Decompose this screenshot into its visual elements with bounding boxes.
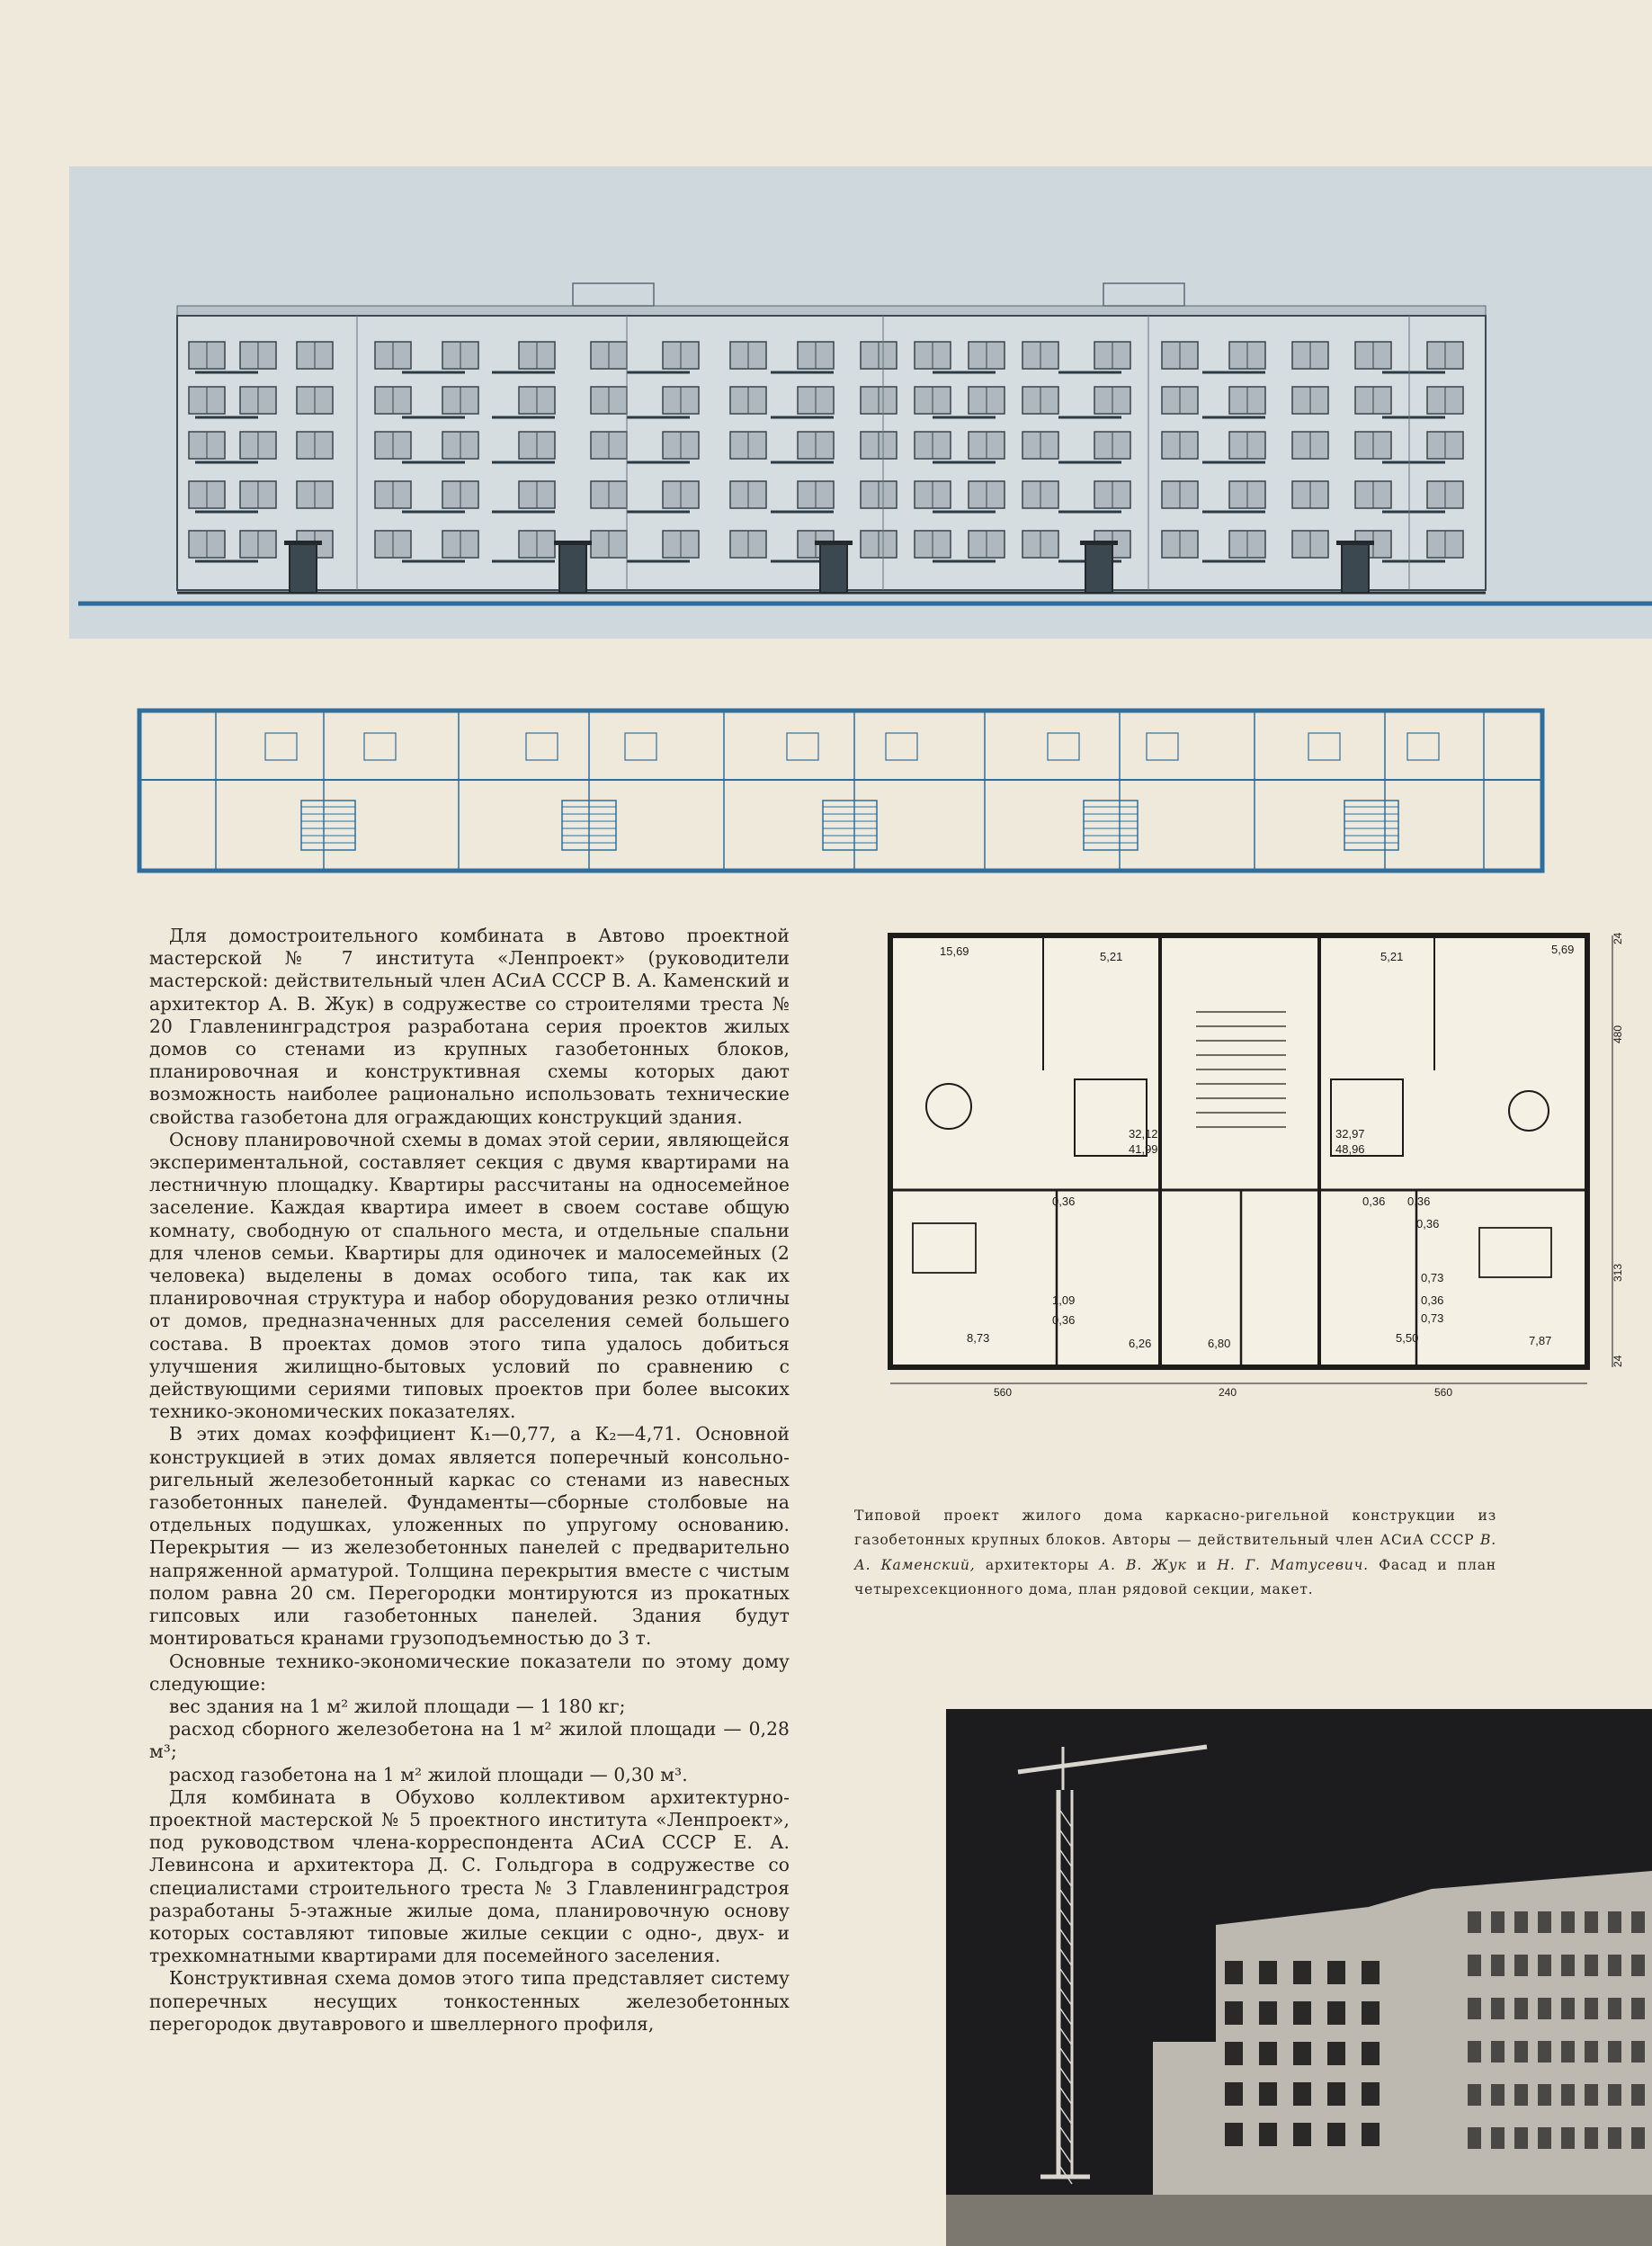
model-window xyxy=(1561,1998,1575,2019)
area-label: 1,09 xyxy=(1052,1293,1076,1307)
frame-opening xyxy=(1327,1961,1345,1984)
area-label: 6,26 xyxy=(1129,1337,1152,1350)
model-window xyxy=(1468,1955,1481,1976)
model-window xyxy=(1538,2084,1551,2106)
area-label: 5,21 xyxy=(1380,950,1404,963)
entrance-canopy xyxy=(284,541,322,545)
model-window xyxy=(1468,1911,1481,1933)
area-label: 7,87 xyxy=(1529,1334,1552,1347)
frame-opening xyxy=(1225,1961,1243,1984)
frame-opening xyxy=(1225,2123,1243,2146)
model-window xyxy=(1514,1955,1528,1976)
facade-elevation xyxy=(69,166,1652,639)
dimension-label: 480 xyxy=(1612,1025,1624,1043)
model-window xyxy=(1631,1955,1645,1976)
model-window xyxy=(1514,1911,1528,1933)
model-window xyxy=(1468,2127,1481,2149)
area-label: 0,73 xyxy=(1421,1271,1444,1284)
dimension-label: 24 xyxy=(1612,1355,1624,1367)
plan-room xyxy=(787,733,818,760)
frame-opening xyxy=(1259,1961,1277,1984)
frame-opening xyxy=(1225,2082,1243,2106)
model-window xyxy=(1631,2127,1645,2149)
frame-opening xyxy=(1327,2001,1345,2025)
frame-opening xyxy=(1362,1961,1380,1984)
model-window xyxy=(1514,1998,1528,2019)
frame-opening xyxy=(1327,2123,1345,2146)
area-label: 0,73 xyxy=(1421,1311,1444,1325)
frame-opening xyxy=(1225,2001,1243,2025)
model-window xyxy=(1468,2041,1481,2063)
paragraph-3: В этих домах коэффициент К₁—0,77, а К₂—4,71. Основной конструкцией в этих домах является поперечный консольно-ригельный железобетонный каркас со стенами из навесных газобетонных панелей. Фундаменты—сборные столбовые на отдельных подушках, уложенных по упругому основанию. Перекрытия — из железобетонных панелей с предварительно напряженной арматурой. Толщина перекрытия вместе с чистым полом равна 20 см. Перегородки монтируются из прокатных гипсовых или газобетонных панелей. Здания будут монтироваться кранами грузоподъемностью до 3 т. xyxy=(149,1423,790,1650)
roof-vent-left xyxy=(573,283,654,306)
model-window xyxy=(1538,1955,1551,1976)
model-window xyxy=(1538,1998,1551,2019)
caption-author-2: А. В. Жук xyxy=(1099,1556,1187,1573)
model-window xyxy=(1561,2084,1575,2106)
model-window xyxy=(1561,2127,1575,2149)
entrance-door xyxy=(1342,544,1369,593)
roof-vent-right xyxy=(1103,283,1184,306)
model-window xyxy=(1538,2127,1551,2149)
dimension-label: 24 xyxy=(1612,932,1624,944)
plan-room xyxy=(1308,733,1340,760)
model-window xyxy=(1585,1955,1598,1976)
frame-opening xyxy=(1327,2042,1345,2065)
caption-author-1: В. А. Каменский, xyxy=(854,1532,1496,1573)
section-floor-plan xyxy=(859,926,1652,1403)
entrance-door xyxy=(290,544,317,593)
figure-caption xyxy=(854,1504,1496,1603)
plan-outline xyxy=(139,711,1542,871)
model-window xyxy=(1608,1998,1621,2019)
frame-opening xyxy=(1362,2123,1380,2146)
area-label: 0,36 xyxy=(1407,1195,1431,1208)
model-window xyxy=(1608,2041,1621,2063)
model-window xyxy=(1468,1998,1481,2019)
model-window xyxy=(1631,2041,1645,2063)
model-window xyxy=(1631,1998,1645,2019)
area-label: 0,36 xyxy=(1421,1293,1444,1307)
paragraph-5: Для комбината в Обухово коллективом архитектурно-проектной мастерской № 5 проектного института «Ленпроект», под руководством члена-корреспондента АСиА СССР Е. А. Левинсона и архитектора Д. С. Гольдгора в содружестве со специалистами строительного треста № 3 Главленинградстроя разработаны 5-этажные жилые дома, планировочную основу которых составляют типовые жилые секции с одно-, двух- и трехкомнатными квартирами для посемейного заселения. xyxy=(149,1785,790,1967)
paragraph-1: Для домостроительного комбината в Автово проектной мастерской № 7 института «Ленпроект» (руководители мастерской: действительный член АСиА СССР В. А. Каменский и архитектор А. В. Жук) в содружестве со строителями треста № 20 Главленинградстроя разработана серия проектов жилых домов со стенами из крупных газобетонных блоков, планировочная и конструктивная схемы которых дают возможность наиболее рационально использовать технические свойства газобетона для ограждающих конструкций здания. xyxy=(149,925,790,1128)
entrance-canopy xyxy=(1336,541,1374,545)
dimension-label: 560 xyxy=(994,1386,1013,1399)
model-window xyxy=(1514,2127,1528,2149)
dimension-label: 560 xyxy=(1434,1386,1453,1399)
area-label: 0,36 xyxy=(1362,1195,1386,1208)
model-window xyxy=(1631,1911,1645,1933)
plan-room xyxy=(625,733,656,760)
area-label: 8,73 xyxy=(967,1331,990,1345)
model-window xyxy=(1561,1911,1575,1933)
area-label: 5,69 xyxy=(1551,943,1575,956)
indicator-concrete: расход сборного железобетона на 1 м² жилой площади — 0,28 м³; xyxy=(149,1718,790,1763)
frame-opening xyxy=(1259,2082,1277,2106)
model-base xyxy=(946,2195,1652,2246)
model-window xyxy=(1585,2041,1598,2063)
frame-opening xyxy=(1259,2001,1277,2025)
model-window xyxy=(1491,1998,1505,2019)
roof-parapet xyxy=(177,306,1486,316)
model-window xyxy=(1538,2041,1551,2063)
model-window xyxy=(1608,2084,1621,2106)
section-plan-drawing xyxy=(859,926,1652,1403)
area-label: 15,69 xyxy=(940,944,969,958)
frame-opening xyxy=(1327,2082,1345,2106)
entrance-canopy xyxy=(815,541,853,545)
entrance-door xyxy=(559,544,586,593)
frame-opening xyxy=(1293,2042,1311,2065)
building-plan-schematic xyxy=(135,706,1556,877)
paragraph-4: Основные технико-экономические показатели по этому дому следующие: xyxy=(149,1650,790,1695)
model-window xyxy=(1491,2084,1505,2106)
entrance-door xyxy=(1085,544,1112,593)
model-window xyxy=(1561,2041,1575,2063)
article-text xyxy=(149,925,790,2036)
model-window xyxy=(1561,1955,1575,1976)
frame-opening xyxy=(1225,2042,1243,2065)
facade-drawing xyxy=(69,166,1652,639)
plan-room xyxy=(526,733,558,760)
plan-room xyxy=(364,733,396,760)
model-window xyxy=(1491,1911,1505,1933)
model-window xyxy=(1538,1911,1551,1933)
dimension-label: 240 xyxy=(1219,1386,1237,1399)
plan-room xyxy=(265,733,297,760)
frame-opening xyxy=(1259,2042,1277,2065)
caption-part-2: архитекторы xyxy=(975,1556,1100,1573)
frame-opening xyxy=(1293,2123,1311,2146)
area-label: 32,97 xyxy=(1335,1127,1365,1141)
indicator-gas-concrete: расход газобетона на 1 м² жилой площади — 0,30 м³. xyxy=(169,1763,688,1785)
entrance-door xyxy=(820,544,847,593)
model-window xyxy=(1491,1955,1505,1976)
model-window xyxy=(1608,2127,1621,2149)
frame-opening xyxy=(1362,2042,1380,2065)
model-window xyxy=(1585,2084,1598,2106)
area-label: 5,50 xyxy=(1396,1331,1419,1345)
frame-opening xyxy=(1293,1961,1311,1984)
entrance-canopy xyxy=(1080,541,1118,545)
model-photo xyxy=(946,1709,1652,2246)
model-window xyxy=(1491,2041,1505,2063)
area-label: 0,36 xyxy=(1052,1195,1076,1208)
caption-part-3: и xyxy=(1186,1556,1218,1573)
building-plan-drawing xyxy=(135,706,1556,877)
area-label: 0,36 xyxy=(1052,1313,1076,1327)
area-label: 0,36 xyxy=(1416,1217,1440,1230)
frame-opening xyxy=(1293,2082,1311,2106)
model-window xyxy=(1585,2127,1598,2149)
plan-room xyxy=(886,733,917,760)
model-window xyxy=(1608,1911,1621,1933)
area-label: 32,12 xyxy=(1129,1127,1158,1141)
model-window xyxy=(1608,1955,1621,1976)
model-illustration xyxy=(946,1709,1652,2246)
model-window xyxy=(1585,1998,1598,2019)
frame-opening xyxy=(1293,2001,1311,2025)
area-label: 5,21 xyxy=(1100,950,1123,963)
area-label: 6,80 xyxy=(1208,1337,1231,1350)
frame-opening xyxy=(1362,2082,1380,2106)
dimension-label: 313 xyxy=(1612,1263,1624,1282)
model-window xyxy=(1585,1911,1598,1933)
frame-opening xyxy=(1259,2123,1277,2146)
paragraph-2: Основу планировочной схемы в домах этой серии, являющейся экспериментальной, составляет секция с двумя квартирами на лестничную площадку. Квартиры рассчитаны на односемейное заселение. Каждая квартира имеет в своем составе общую комнату, свободную от спального места, и отдельные спальни для членов семьи. Квартиры для одиночек и малосемейных (2 человека) выделены в домах особого типа, так как их планировочная структура и набор оборудования резко отличны от домов, предназначенных для расселения семей большего состава. В проектах домов этого типа удалось добиться улучшения жилищно-бытовых условий по сравнению с действующими сериями типовых проектов при более высоких технико-экономических показателях. xyxy=(149,1128,790,1423)
paragraph-6: Конструктивная схема домов этого типа представляет систему поперечных несущих тонкостенных железобетонных перегородок двутаврового и швеллерного профиля, xyxy=(149,1967,790,2035)
area-label: 41,99 xyxy=(1129,1142,1158,1156)
plan-room xyxy=(1407,733,1439,760)
section-outline xyxy=(890,935,1587,1367)
plan-room xyxy=(1048,733,1079,760)
area-label: 48,96 xyxy=(1335,1142,1365,1156)
caption-author-3: Н. Г. Матусевич. xyxy=(1217,1556,1369,1573)
indicator-weight: вес здания на 1 м² жилой площади — 1 180 кг; xyxy=(169,1695,626,1717)
caption-part-4: Фасад и план четырехсекционного дома, план рядовой секции, макет. xyxy=(854,1556,1496,1598)
model-window xyxy=(1631,2084,1645,2106)
frame-opening xyxy=(1362,2001,1380,2025)
model-window xyxy=(1514,2041,1528,2063)
model-window xyxy=(1468,2084,1481,2106)
caption-part-1: Типовой проект жилого дома каркасно-ригельной конструкции из газобетонных крупных блоков. Авторы — действительный член АСиА СССР xyxy=(854,1508,1496,1549)
plan-room xyxy=(1147,733,1178,760)
entrance-canopy xyxy=(554,541,592,545)
model-window xyxy=(1491,2127,1505,2149)
model-window xyxy=(1514,2084,1528,2106)
